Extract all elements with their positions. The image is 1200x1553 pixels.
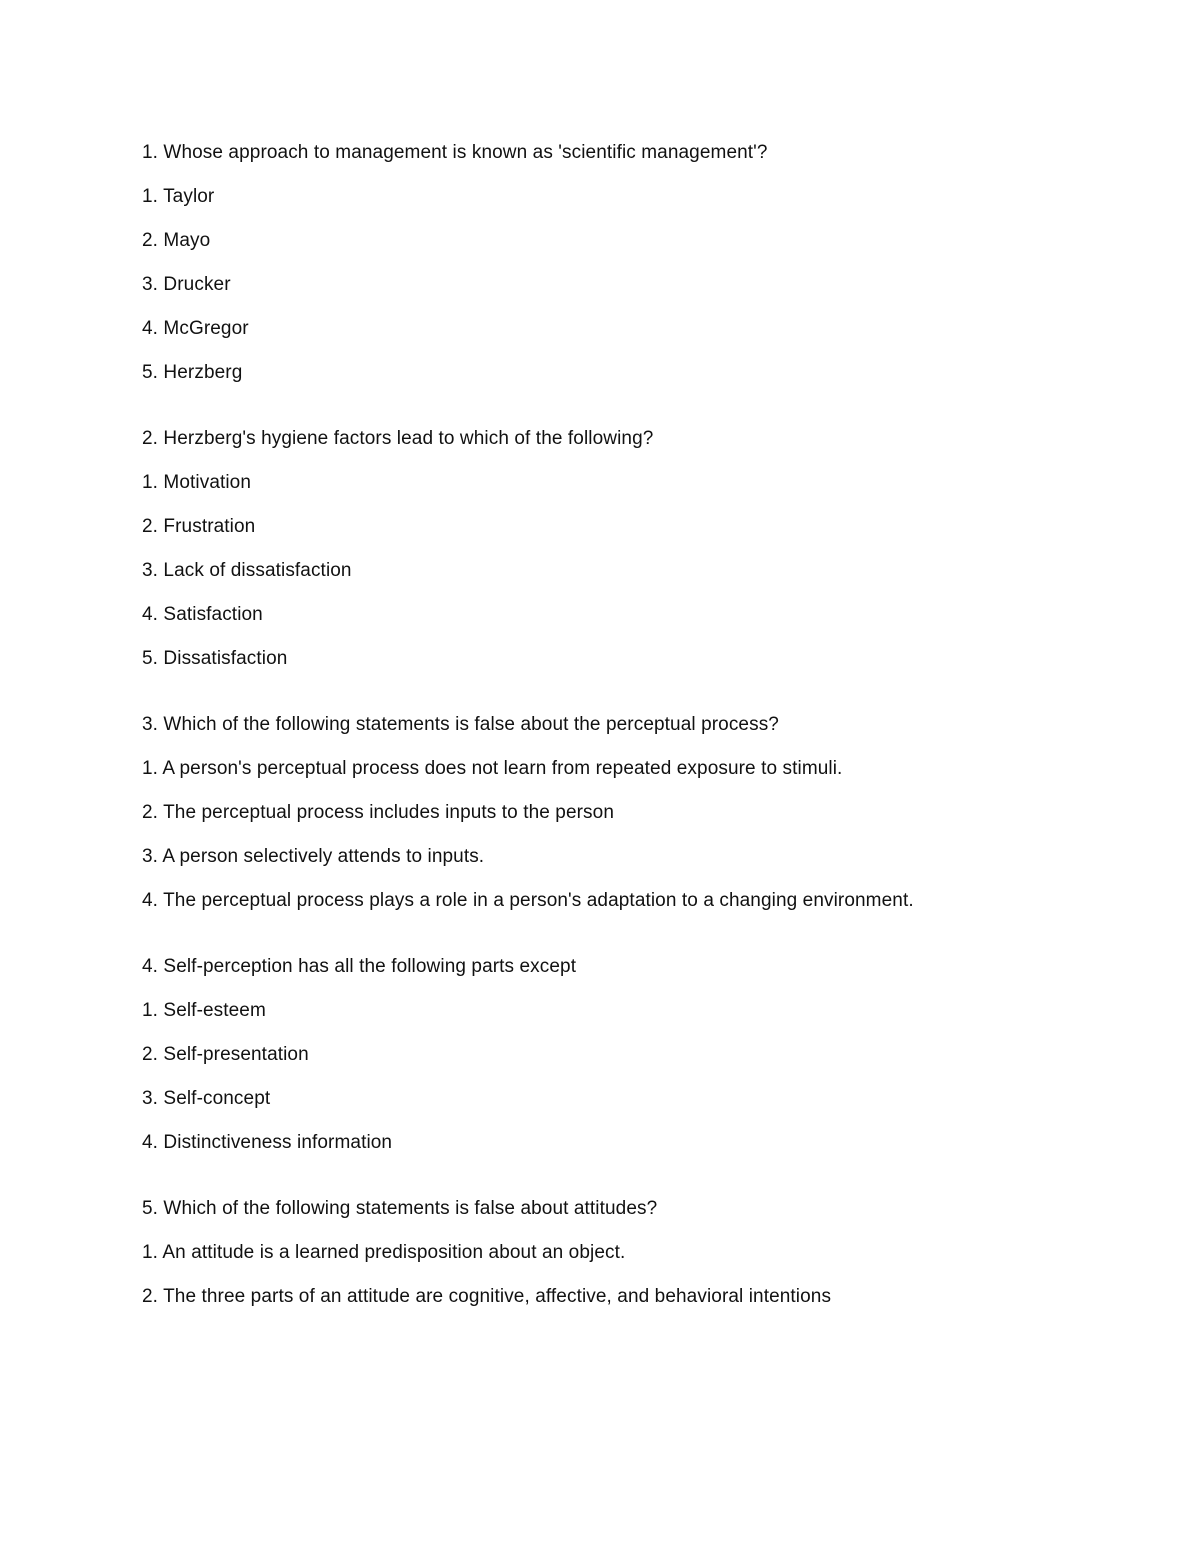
- answer-option: 2. The perceptual process includes inputs to the person: [142, 802, 614, 823]
- answer-option: 5. Dissatisfaction: [142, 648, 288, 669]
- question-text: 1. Whose approach to management is known as 'scientific management'?: [142, 142, 768, 163]
- answer-option: 5. Herzberg: [142, 362, 243, 383]
- answer-option: 4. The perceptual process plays a role in a person's adaptation to a changing environment.: [142, 890, 914, 911]
- answer-option: 2. Frustration: [142, 516, 256, 537]
- answer-option: 4. McGregor: [142, 318, 249, 339]
- answer-option: 1. Motivation: [142, 472, 252, 493]
- question-block: [142, 142, 1102, 384]
- question-text: 2. Herzberg's hygiene factors lead to which of the following?: [142, 428, 654, 449]
- question-text: 4. Self-perception has all the following parts except: [142, 956, 577, 977]
- answer-option: 4. Satisfaction: [142, 604, 263, 625]
- answer-option: 1. A person's perceptual process does not learn from repeated exposure to stimuli.: [142, 758, 843, 779]
- answer-option: 2. The three parts of an attitude are cognitive, affective, and behavioral intentions: [142, 1286, 832, 1307]
- question-text: 5. Which of the following statements is false about attitudes?: [142, 1198, 658, 1219]
- answer-option: 4. Distinctiveness information: [142, 1132, 393, 1153]
- answer-option: 3. A person selectively attends to inputs.: [142, 846, 485, 867]
- answer-option: 3. Self-concept: [142, 1088, 271, 1109]
- answer-option: 3. Lack of dissatisfaction: [142, 560, 352, 581]
- answer-option: 2. Mayo: [142, 230, 211, 251]
- question-block: [142, 956, 1102, 1154]
- quiz-content: [142, 142, 1102, 1352]
- question-block: [142, 714, 1102, 912]
- answer-option: 2. Self-presentation: [142, 1044, 309, 1065]
- question-block: [142, 1198, 1102, 1308]
- answer-option: 3. Drucker: [142, 274, 231, 295]
- answer-option: 1. Taylor: [142, 186, 215, 207]
- question-block: [142, 428, 1102, 670]
- answer-option: 1. Self-esteem: [142, 1000, 266, 1021]
- question-text: 3. Which of the following statements is false about the perceptual process?: [142, 714, 779, 735]
- answer-option: 1. An attitude is a learned predisposition about an object.: [142, 1242, 626, 1263]
